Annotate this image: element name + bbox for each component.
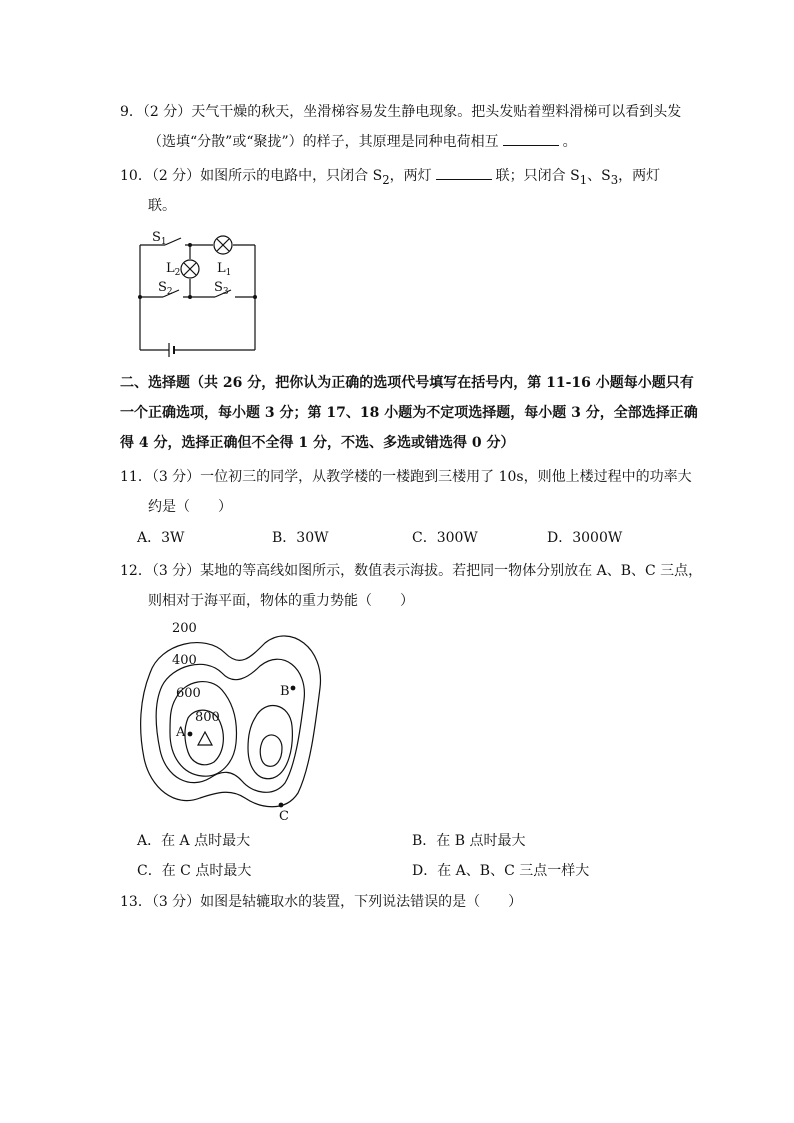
circuit-diagram bbox=[135, 224, 275, 364]
q11-line2: 约是（ ） bbox=[148, 499, 232, 515]
contour-label-600: 600 bbox=[176, 686, 201, 701]
battery-icon bbox=[169, 343, 174, 357]
q11-option-b[interactable]: B．30W bbox=[272, 530, 329, 546]
point-label-a: A bbox=[176, 725, 186, 740]
q11-option-d[interactable]: D．3000W bbox=[547, 530, 623, 546]
q12-line1: 12．（3 分）某地的等高线如图所示，数值表示海拔。若把同一物体分别放在 A、B、C 三点， bbox=[120, 563, 703, 579]
q9-line2-end: 。 bbox=[562, 134, 577, 150]
q12-option-c[interactable]: C．在 C 点时最大 bbox=[137, 863, 252, 879]
q10-text-c: 联；只闭合 S bbox=[495, 168, 580, 184]
q10-text-d: 、S bbox=[587, 168, 611, 184]
q10-sub-2: 1 bbox=[579, 172, 588, 187]
lamp-l1-icon bbox=[214, 236, 232, 254]
q9-line2-text: （选填“分散”或“聚拢”）的样子，其原理是同种电荷相互 bbox=[148, 134, 499, 150]
q9-line2 bbox=[148, 132, 577, 152]
q12-option-a[interactable]: A．在 A 点时最大 bbox=[137, 833, 251, 849]
q10-line2: 联。 bbox=[148, 198, 176, 214]
label-s1: $S_1$ bbox=[152, 230, 167, 247]
q12-option-b[interactable]: B．在 B 点时最大 bbox=[412, 833, 526, 849]
q10-answer-blank-1[interactable] bbox=[436, 167, 492, 180]
label-l1: $L_1$ bbox=[217, 261, 232, 278]
contour-label-800: 800 bbox=[195, 710, 220, 725]
point-label-c: C bbox=[279, 809, 289, 824]
point-label-b: B bbox=[280, 684, 290, 699]
section2-line3: 得 4 分，选择正确但不全得 1 分，不选、多选或错选得 0 分） bbox=[120, 435, 515, 451]
label-s2: $S_2$ bbox=[158, 280, 173, 297]
q10-text-b: ，两灯 bbox=[389, 168, 432, 184]
contour-label-400: 400 bbox=[172, 653, 197, 668]
q10-sub-1: 2 bbox=[382, 172, 390, 187]
q10-sub-3: 3 bbox=[610, 172, 619, 187]
q11-option-a[interactable]: A．3W bbox=[137, 530, 185, 546]
q13-line1: 13．（3 分）如图是轱辘取水的装置，下列说法错误的是（ ） bbox=[120, 894, 523, 910]
contour-label-200: 200 bbox=[172, 621, 197, 636]
q9-line1: 9．（2 分）天气干燥的秋天，坐滑梯容易发生静电现象。把头发贴着塑料滑梯可以看到头发 bbox=[120, 104, 682, 120]
section2-line1: 二、选择题（共 26 分，把你认为正确的选项代号填写在括号内，第 11-16 小题每小题只有 bbox=[120, 375, 694, 391]
label-s3: $S_3$ bbox=[214, 280, 229, 297]
lamp-l2-icon bbox=[181, 260, 199, 278]
q10-text-e: ，两灯 bbox=[618, 168, 661, 184]
q12-option-d[interactable]: D．在 A、B、C 三点一样大 bbox=[412, 863, 590, 879]
point-a bbox=[188, 732, 193, 737]
point-c bbox=[279, 803, 284, 808]
q11-line1: 11．（3 分）一位初三的同学，从教学楼的一楼跑到三楼用了 10s，则他上楼过程中的功率大 bbox=[120, 469, 692, 485]
contour-map bbox=[130, 618, 330, 823]
q10-line1 bbox=[120, 166, 660, 190]
point-b bbox=[291, 686, 296, 691]
peak-triangle-icon bbox=[198, 732, 212, 745]
section2-line2: 一个正确选项，每小题 3 分；第 17、18 小题为不定项选择题，每小题 3 分，全部选择正确 bbox=[120, 405, 698, 421]
label-l2: $L_2$ bbox=[166, 261, 181, 278]
q11-option-c[interactable]: C．300W bbox=[412, 530, 478, 546]
q12-line2: 则相对于海平面，物体的重力势能（ ） bbox=[148, 593, 414, 609]
q9-answer-blank[interactable] bbox=[503, 133, 559, 146]
q10-text-a: 10．（2 分）如图所示的电路中，只闭合 S bbox=[120, 168, 383, 184]
